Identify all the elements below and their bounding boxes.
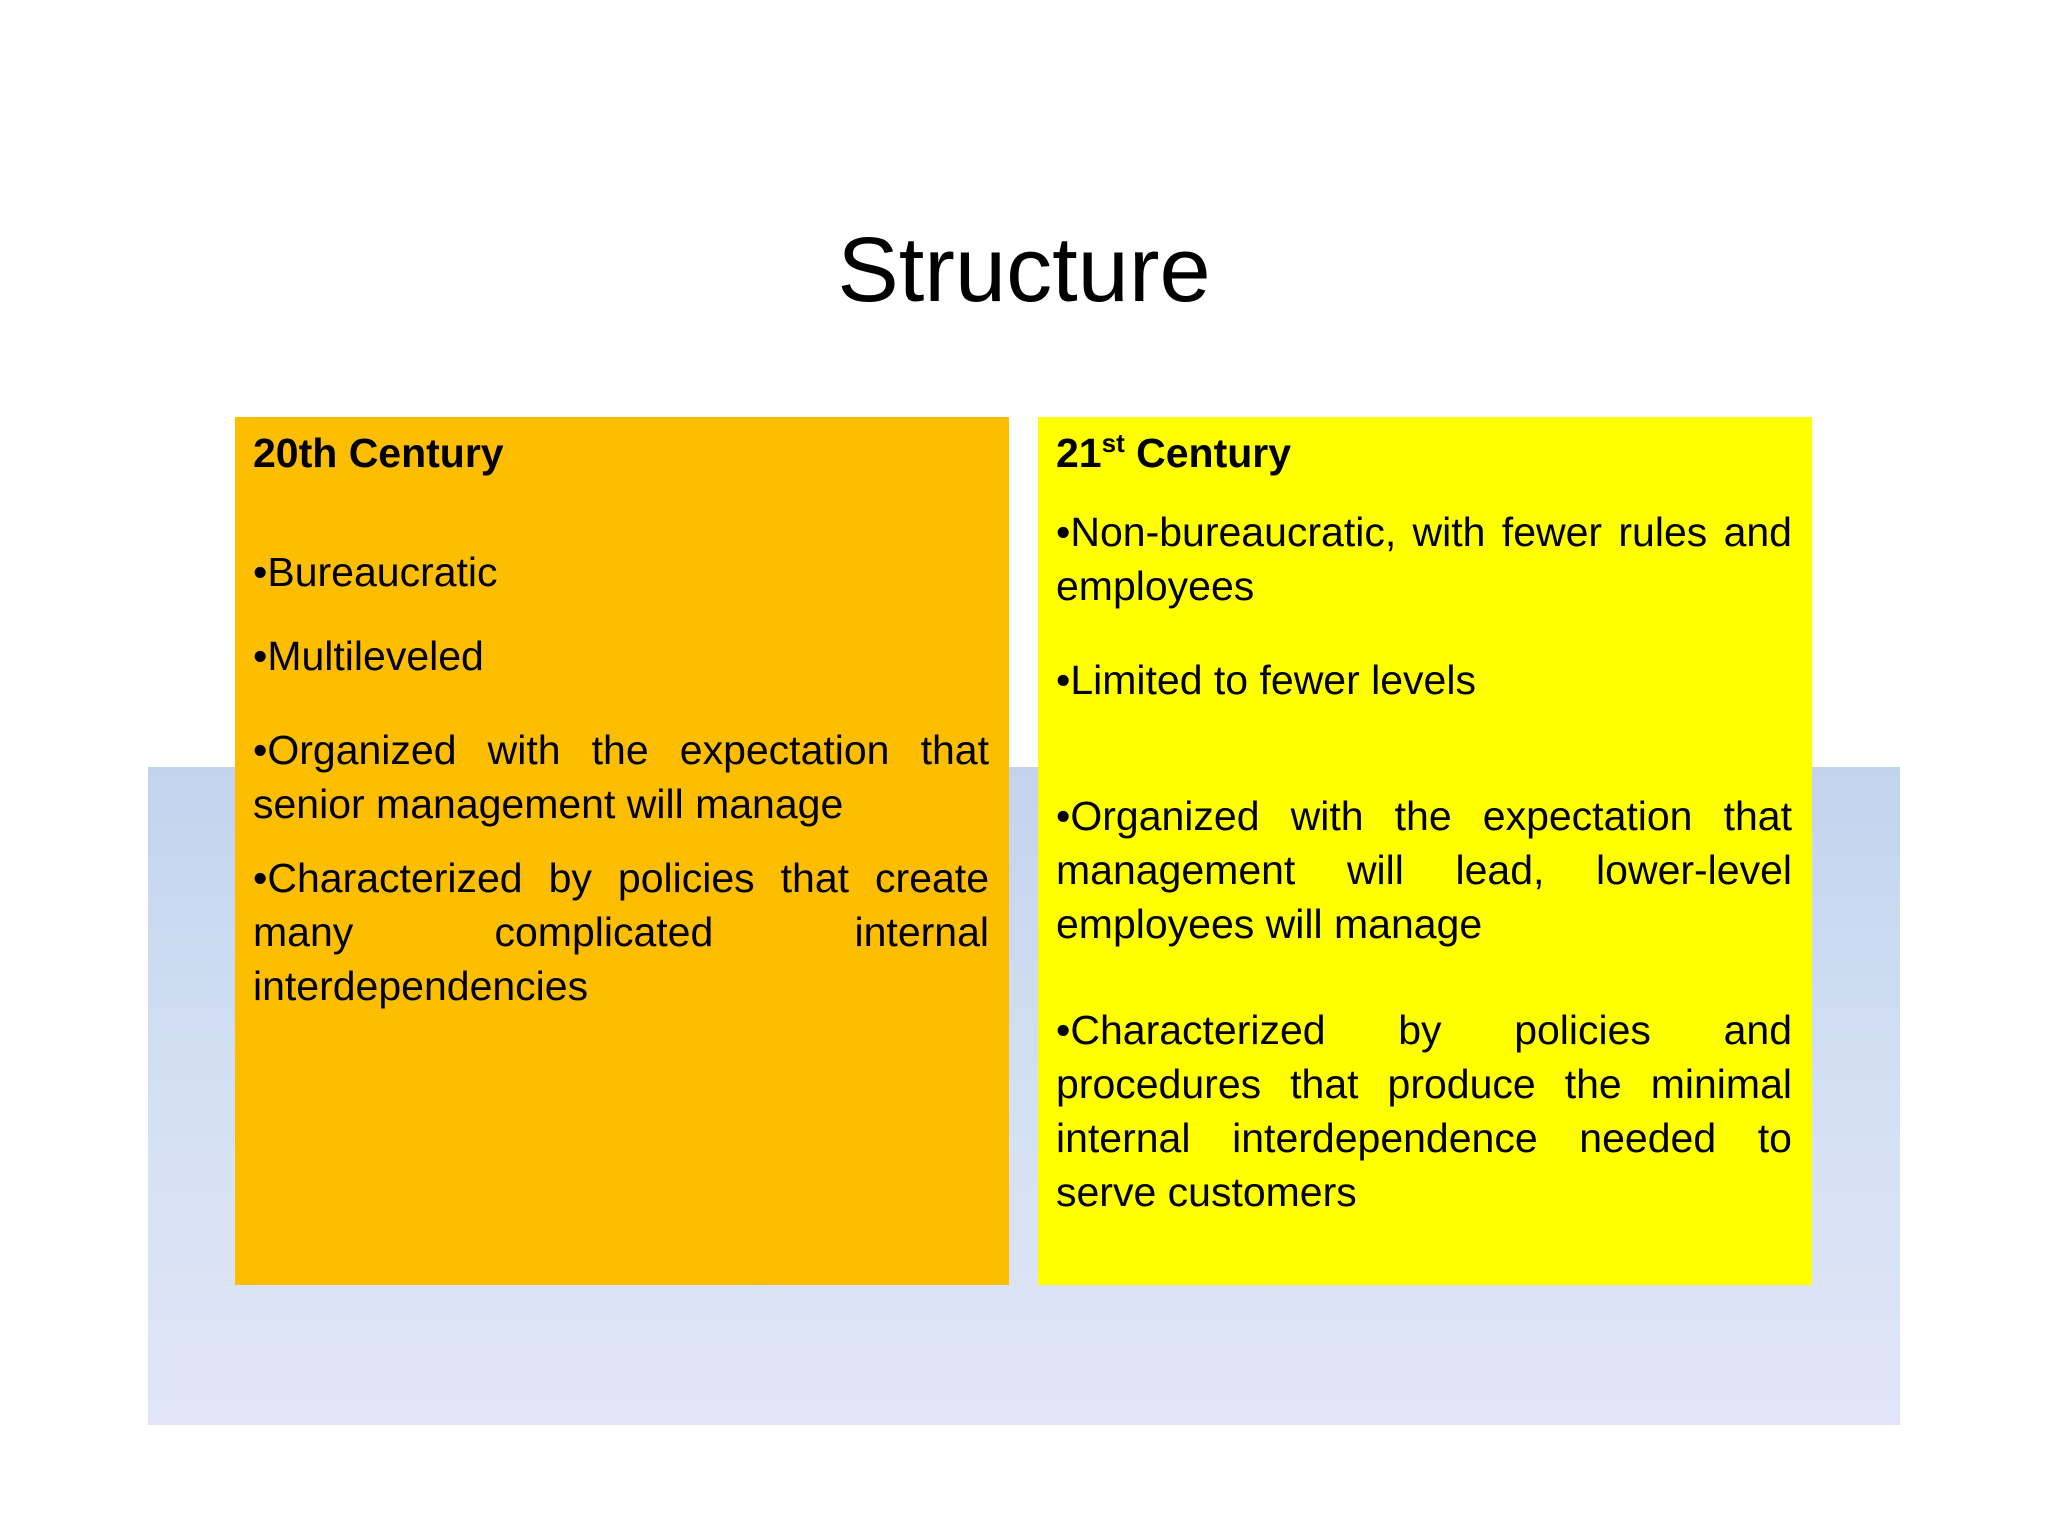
bullet-characterized-policies-procedures: •Characterized by policies and procedures that produce the minimal internal interdependence needed to serve customers: [1056, 1007, 1792, 1215]
bullet-organized-senior-management: •Organized with the expectation that senior management will manage: [253, 727, 989, 827]
bullet-fewer-levels: •Limited to fewer levels: [1056, 657, 1476, 703]
bullet-characterized-policies: •Characterized by policies that create many complicated internal interdependencies: [253, 855, 989, 1009]
bullet-non-bureaucratic: •Non-bureaucratic, with fewer rules and employees: [1056, 509, 1792, 609]
card-21st-century: [1038, 417, 1812, 1285]
heading-superscript: st: [1101, 428, 1125, 459]
heading-text: Century: [1124, 430, 1292, 476]
bullet-organized-management-lead: •Organized with the expectation that management will lead, lower-level employees will manage: [1056, 793, 1792, 947]
heading-number: 21: [1056, 430, 1102, 476]
card-heading-21st-century: [1056, 427, 1792, 479]
slide-title: Structure: [837, 219, 1211, 321]
bullet-bureaucratic: •Bureaucratic: [253, 549, 498, 595]
bullet-multileveled: •Multileveled: [253, 633, 484, 679]
card-heading-20th-century: 20th Century: [253, 430, 504, 476]
card-20th-century: [235, 417, 1009, 1285]
